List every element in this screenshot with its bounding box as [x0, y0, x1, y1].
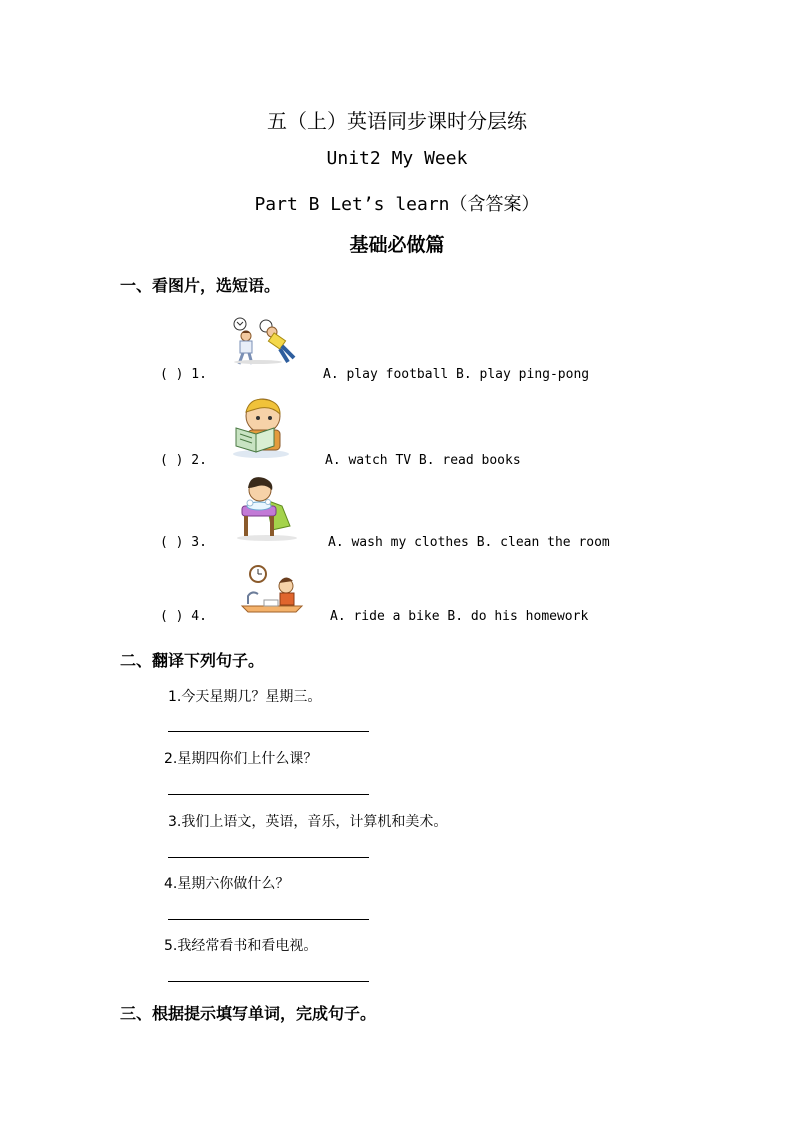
answer-line-3[interactable]: [168, 857, 369, 858]
answer-line-2[interactable]: [168, 794, 369, 795]
football-players-icon: [228, 316, 300, 366]
answer-line-5[interactable]: [168, 981, 369, 982]
question-1-options: A. play football B. play ping-pong: [323, 367, 590, 382]
part-title: Part B Let’s learn（含答案）: [254, 194, 540, 215]
unit-title: Unit2 My Week: [326, 148, 468, 169]
translate-item-3: 3.我们上语文，英语，音乐，计算机和美术。: [168, 814, 448, 830]
section-1-heading: 一、看图片，选短语。: [120, 276, 281, 295]
question-4-number: ( ) 4.: [160, 609, 207, 624]
question-3-options: A. wash my clothes B. clean the room: [328, 535, 610, 550]
translate-item-5: 5.我经常看书和看电视。: [164, 938, 318, 954]
question-1-number: ( ) 1.: [160, 367, 207, 382]
question-2-options: A. watch TV B. read books: [325, 453, 521, 468]
section-2-heading: 二、翻译下列句子。: [120, 651, 265, 670]
question-3-number: ( ) 3.: [160, 535, 207, 550]
translate-item-4: 4.星期六你做什么？: [164, 876, 290, 892]
section-group-title: 基础必做篇: [349, 234, 445, 256]
answer-line-1[interactable]: [168, 731, 369, 732]
translate-item-1: 1.今天星期几？星期三。: [168, 689, 322, 705]
page-title: 五（上）英语同步课时分层练: [267, 109, 527, 133]
girl-washing-icon: [234, 476, 300, 542]
translate-item-2: 2.星期四你们上什么课？: [164, 751, 318, 767]
question-4-options: A. ride a bike B. do his homework: [330, 609, 589, 624]
answer-line-4[interactable]: [168, 919, 369, 920]
question-2-number: ( ) 2.: [160, 453, 207, 468]
section-3-heading: 三、根据提示填写单词，完成句子。: [120, 1004, 377, 1023]
boy-reading-icon: [230, 396, 292, 458]
boy-homework-icon: [240, 564, 304, 616]
